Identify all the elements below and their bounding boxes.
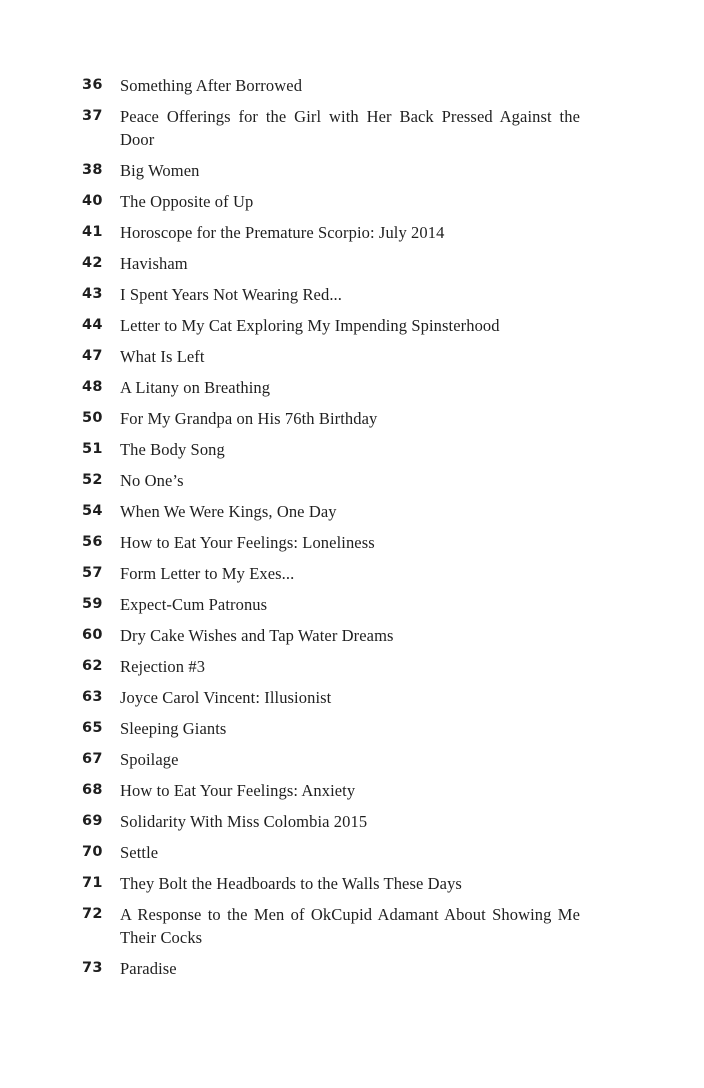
page-number: 73 <box>82 960 103 976</box>
entry-title: Rejection #3 <box>120 657 206 676</box>
page-number: 41 <box>82 224 103 240</box>
entry-title: They Bolt the Headboards to the Walls These Days <box>120 874 462 893</box>
page-number: 59 <box>82 596 103 612</box>
toc-entry <box>82 252 582 275</box>
page-number: 51 <box>82 441 103 457</box>
page-number: 60 <box>82 627 103 643</box>
entry-title: The Opposite of Up <box>120 192 254 211</box>
toc-entry <box>82 469 582 492</box>
entry-title: Something After Borrowed <box>120 76 303 95</box>
page-number: 56 <box>82 534 103 550</box>
toc-entry <box>82 957 582 980</box>
page-number: 54 <box>82 503 103 519</box>
entry-title: Sleeping Giants <box>120 719 227 738</box>
toc-entry <box>82 283 582 306</box>
page-number: 62 <box>82 658 103 674</box>
toc-entry <box>82 159 582 182</box>
toc-entry <box>82 190 582 213</box>
page-number: 44 <box>82 317 103 333</box>
page-number: 57 <box>82 565 103 581</box>
entry-title: No One’s <box>120 471 184 490</box>
entry-title: Dry Cake Wishes and Tap Water Dreams <box>120 626 394 645</box>
page-number: 52 <box>82 472 103 488</box>
toc-entry <box>82 841 582 864</box>
toc-entry <box>82 717 582 740</box>
toc-entry <box>82 593 582 616</box>
toc-entry <box>82 74 582 97</box>
toc-entry <box>82 500 582 523</box>
page-number: 71 <box>82 875 103 891</box>
toc-entry <box>82 407 582 430</box>
page-number: 70 <box>82 844 103 860</box>
entry-title: How to Eat Your Feelings: Loneliness <box>120 533 375 552</box>
page-number: 63 <box>82 689 103 705</box>
entry-title: Peace Offerings for the Girl with Her Back Pressed Against the Door <box>120 107 580 149</box>
page-number: 38 <box>82 162 103 178</box>
toc-entry <box>82 872 582 895</box>
toc-entry <box>82 903 582 949</box>
page-number: 40 <box>82 193 103 209</box>
toc-entry <box>82 221 582 244</box>
entry-title: Letter to My Cat Exploring My Impending Spinsterhood <box>120 316 500 335</box>
entry-title: Settle <box>120 843 159 862</box>
page-number: 48 <box>82 379 103 395</box>
page-number: 36 <box>82 77 103 93</box>
toc-entry <box>82 779 582 802</box>
toc-entry <box>82 748 582 771</box>
toc-list <box>82 74 582 988</box>
toc-entry <box>82 810 582 833</box>
page-number: 69 <box>82 813 103 829</box>
toc-entry <box>82 655 582 678</box>
entry-title: For My Grandpa on His 76th Birthday <box>120 409 378 428</box>
entry-title: A Litany on Breathing <box>120 378 271 397</box>
toc-entry <box>82 438 582 461</box>
entry-title: Spoilage <box>120 750 179 769</box>
entry-title: Horoscope for the Premature Scorpio: July 2014 <box>120 223 445 242</box>
entry-title: Solidarity With Miss Colombia 2015 <box>120 812 368 831</box>
page-number: 72 <box>82 906 103 922</box>
entry-title: Paradise <box>120 959 177 978</box>
page-number: 37 <box>82 108 103 124</box>
entry-title: Expect-Cum Patronus <box>120 595 268 614</box>
toc-entry <box>82 562 582 585</box>
toc-entry <box>82 105 582 151</box>
toc-entry <box>82 376 582 399</box>
page-number: 65 <box>82 720 103 736</box>
page-number: 67 <box>82 751 103 767</box>
toc-entry <box>82 314 582 337</box>
entry-title: I Spent Years Not Wearing Red... <box>120 285 343 304</box>
page-number: 68 <box>82 782 103 798</box>
entry-title: Form Letter to My Exes... <box>120 564 295 583</box>
toc-entry <box>82 686 582 709</box>
toc-entry <box>82 531 582 554</box>
page-number: 50 <box>82 410 103 426</box>
toc-entry <box>82 624 582 647</box>
entry-title: When We Were Kings, One Day <box>120 502 337 521</box>
entry-title: How to Eat Your Feelings: Anxiety <box>120 781 356 800</box>
entry-title: Big Women <box>120 161 200 180</box>
toc-entry <box>82 345 582 368</box>
page-number: 47 <box>82 348 103 364</box>
page-number: 42 <box>82 255 103 271</box>
entry-title: The Body Song <box>120 440 225 459</box>
page-number: 43 <box>82 286 103 302</box>
entry-title: Havisham <box>120 254 188 273</box>
entry-title: A Response to the Men of OkCupid Adamant About Showing Me Their Cocks <box>120 905 580 947</box>
entry-title: What Is Left <box>120 347 205 366</box>
entry-title: Joyce Carol Vincent: Illusionist <box>120 688 332 707</box>
